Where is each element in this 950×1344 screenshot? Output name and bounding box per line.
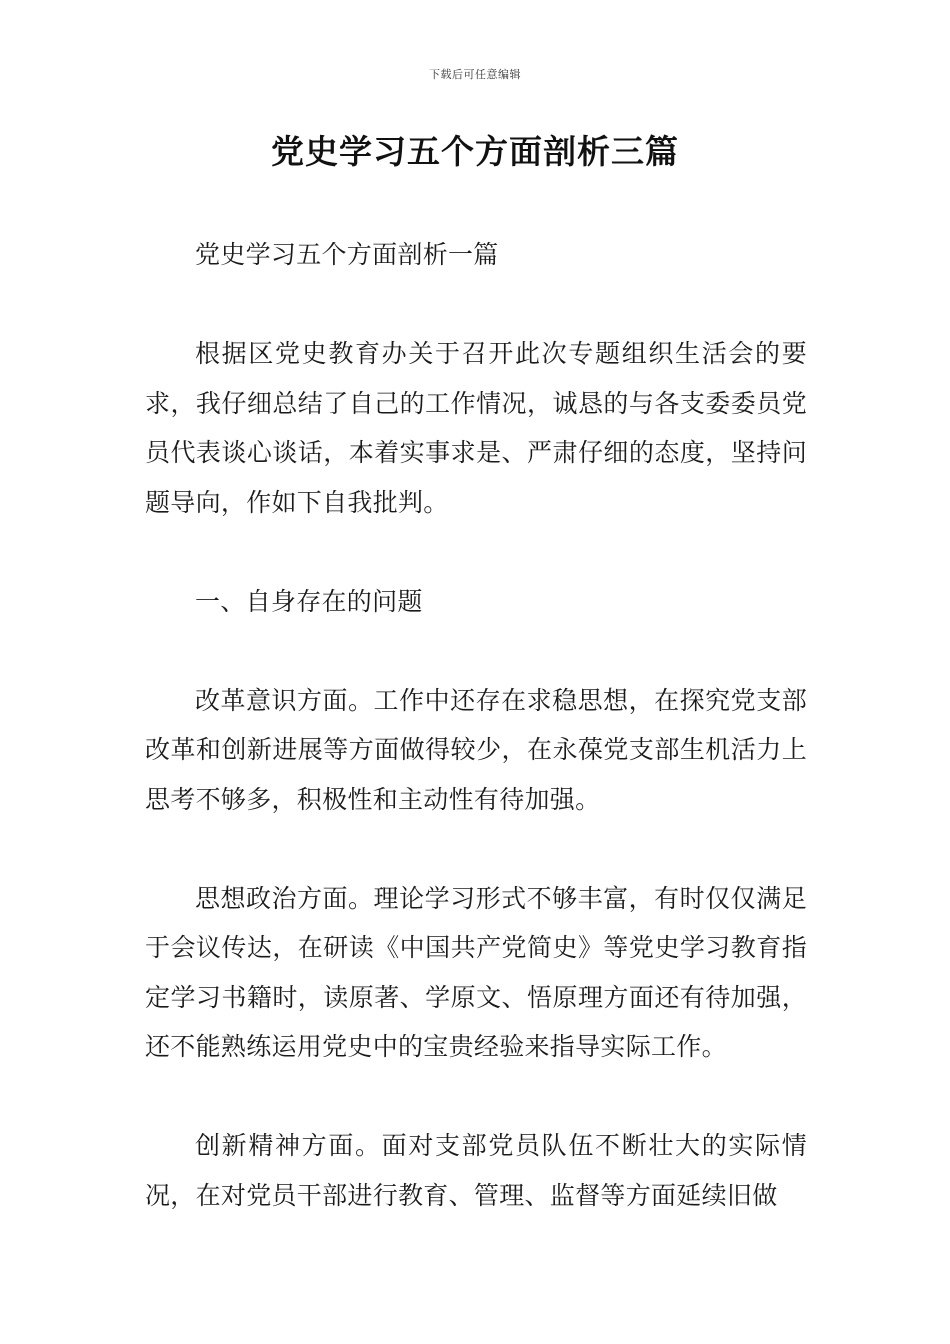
section-heading: 一、自身存在的问题 [195,586,423,616]
paragraph: 根据区党史教育办关于召开此次专题组织生活会的要求，我仔细总结了自己的工作情况，诚恳的与各支委委员党员代表谈心谈话，本着实事求是、严肃仔细的态度，坚持问题导向，作如下自我批判。 [145,339,807,517]
paragraph-gap [145,626,807,676]
paragraph-gap [145,280,807,330]
paragraph: 创新精神方面。面对支部党员队伍不断壮大的实际情况，在对党员干部进行教育、管理、监督等方面延续旧做 [145,1131,807,1210]
paragraph: 思想政治方面。理论学习形式不够丰富，有时仅仅满足于会议传达，在研读《中国共产党简史》等党史学习教育指定学习书籍时，读原著、学原文、悟原理方面还有待加强，还不能熟练运用党史中的宝贵经验来指导实际工作。 [145,883,807,1061]
paragraph-gap [145,527,807,577]
header-note: 下载后可任意编辑 [429,68,521,81]
document-title: 党史学习五个方面剖析三篇 [271,132,679,171]
paragraph-gap [145,824,807,874]
paragraph: 改革意识方面。工作中还存在求稳思想，在探究党支部改革和创新进展等方面做得较少，在永葆党支部生机活力上思考不够多，积极性和主动性有待加强。 [145,685,807,814]
document-body [145,230,807,1220]
paragraph-gap [145,1072,807,1122]
section-heading: 党史学习五个方面剖析一篇 [195,240,499,269]
